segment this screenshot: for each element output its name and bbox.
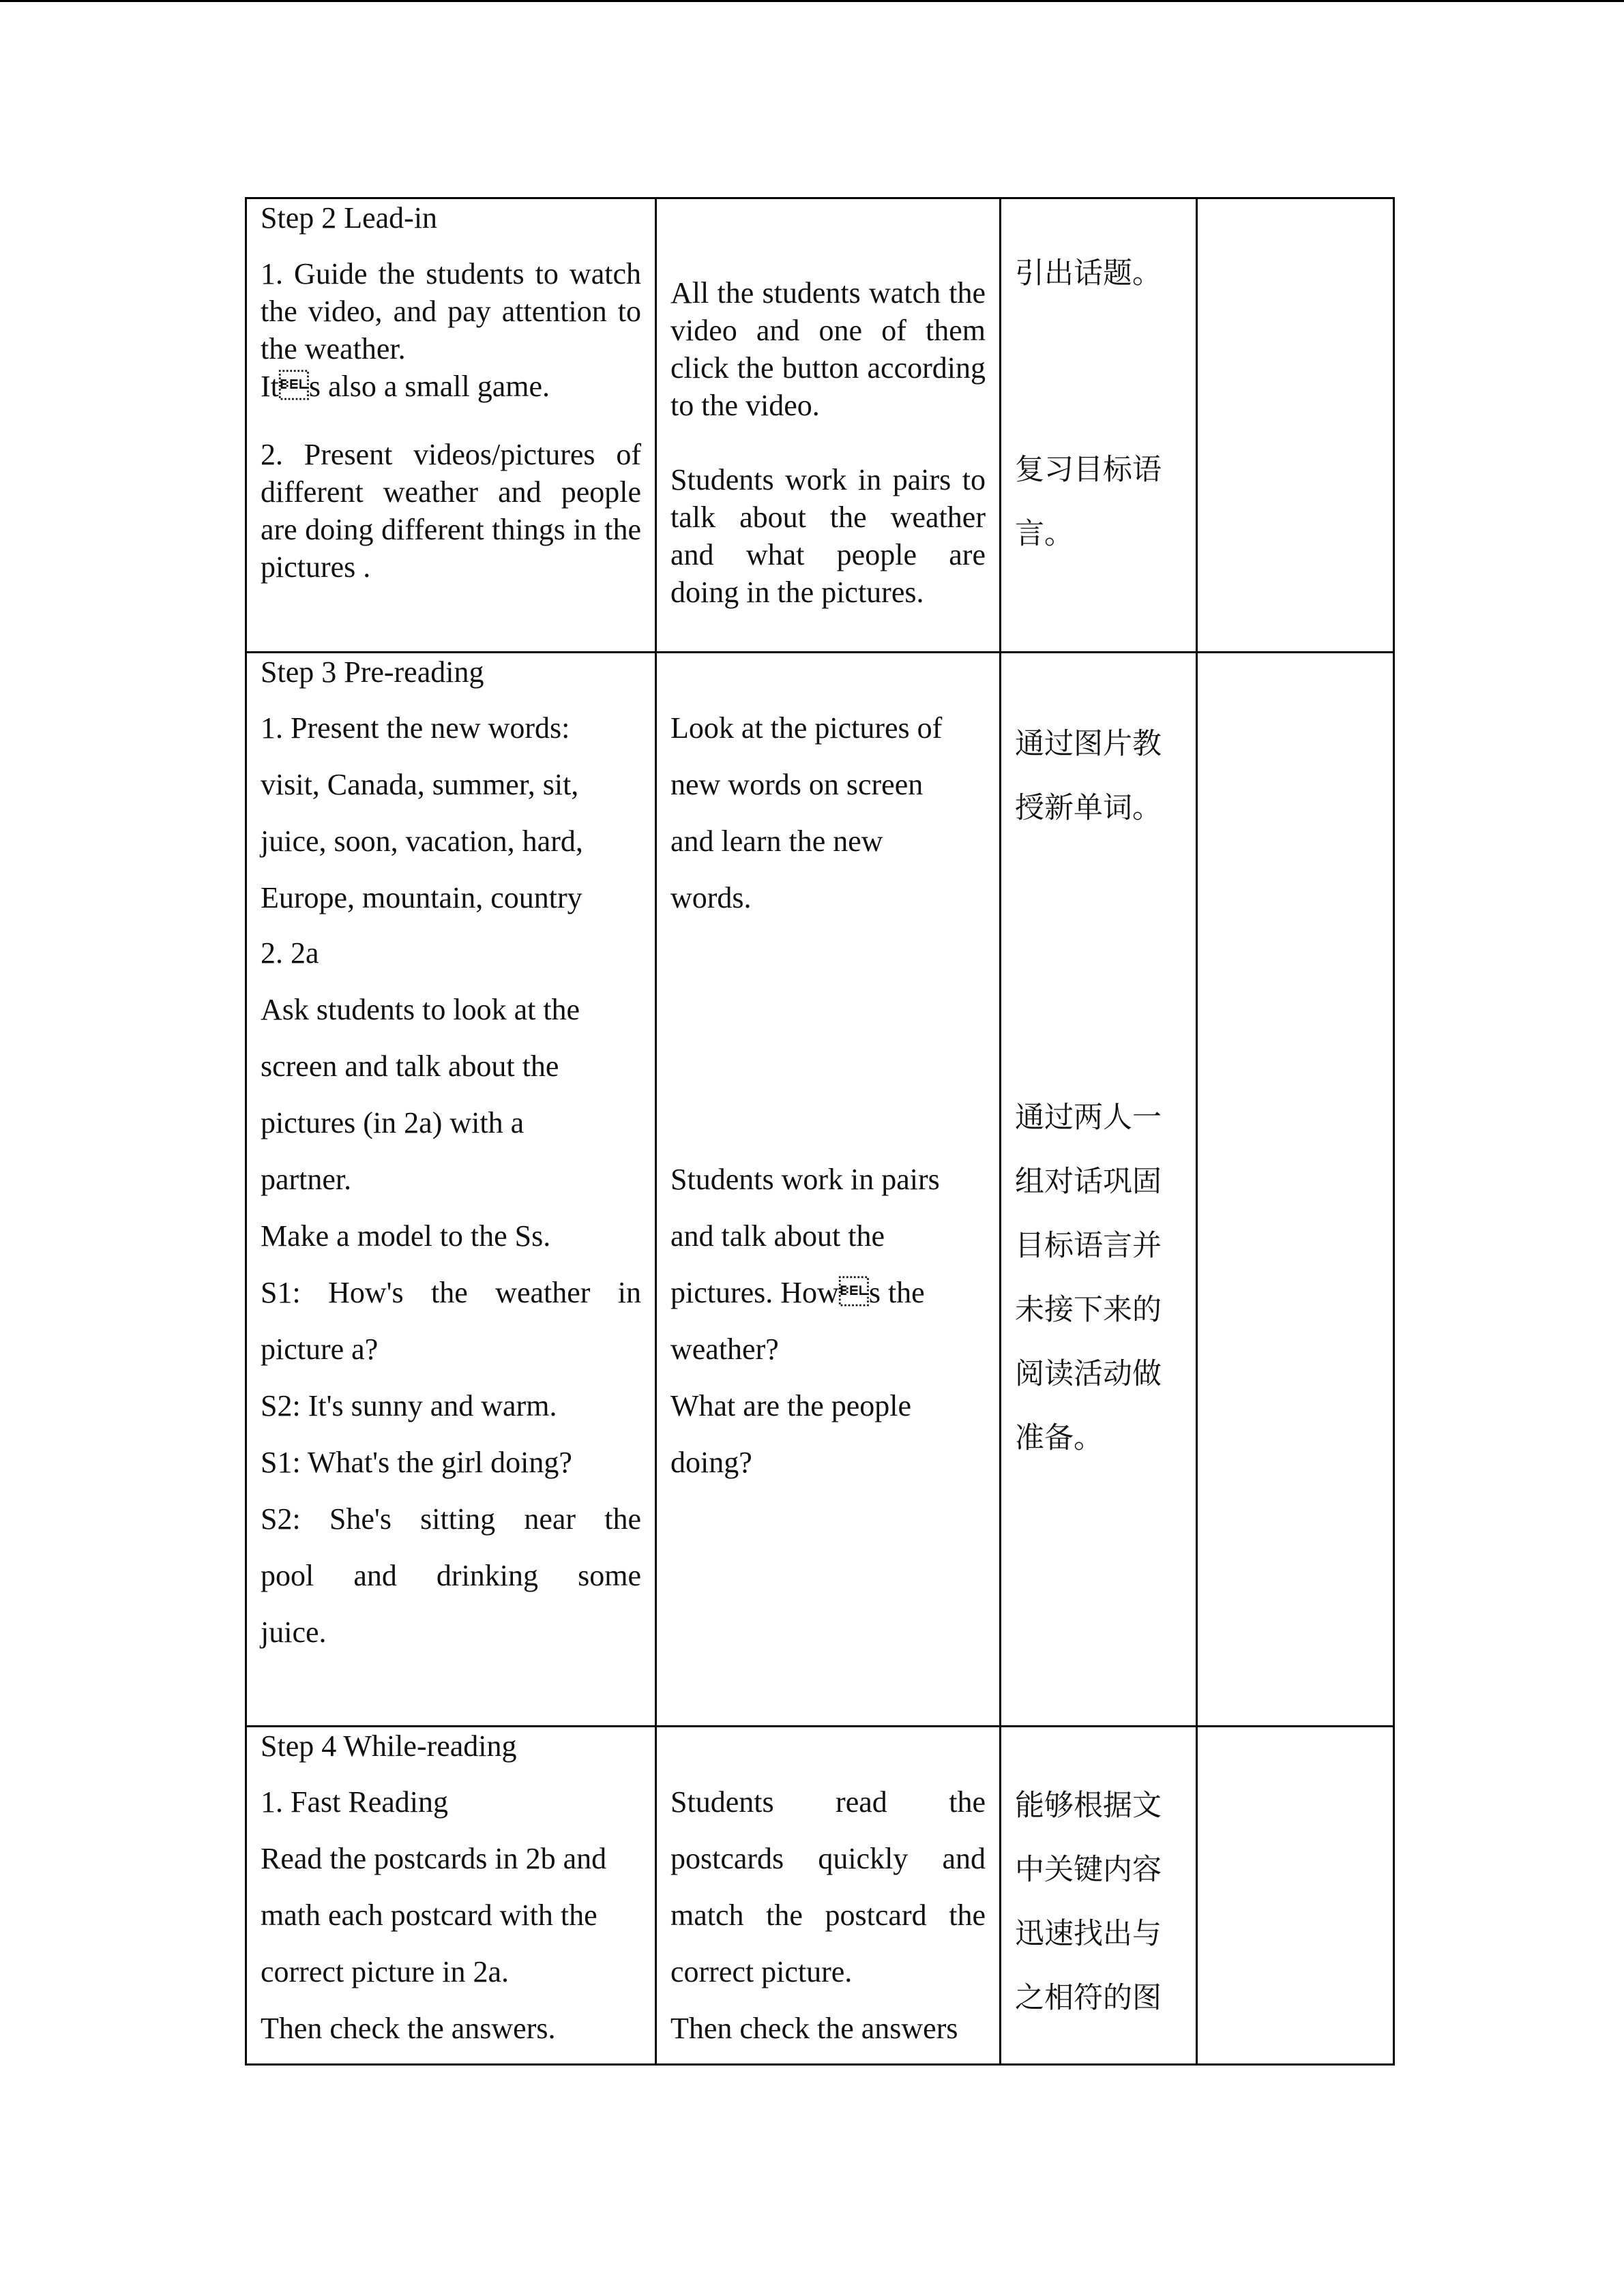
student-activity-text: Look at the pictures of new words on screen and learn the new words. — [670, 711, 943, 914]
notes-cell — [1197, 198, 1394, 653]
student-activity-cell — [656, 198, 1001, 653]
lesson-plan-table — [245, 197, 1395, 2066]
design-purpose-text: 引出话题。 — [1015, 256, 1162, 290]
teacher-activity-cell — [246, 653, 656, 1727]
student-activity-text: Students read the postcards quickly and match the postcard the correct picture. Then check the answers — [670, 1785, 986, 2045]
teacher-activity-text: 2. Present videos/pictures of different weather and people are doing different things in the pictures . — [261, 438, 641, 584]
table-row-step2 — [246, 198, 1394, 653]
student-activity-text: Students work in pairs and talk about the pictures. Hows the weather? What are the people doing? — [670, 1163, 940, 1479]
student-activity-text: All the students watch the video and one of them click the button according to the video. — [670, 276, 986, 422]
design-purpose-cell — [1001, 198, 1197, 653]
table-row-step3 — [246, 653, 1394, 1727]
teacher-activity-text: 2. 2a Ask students to look at the screen and talk about the pictures (in 2a) with a partner. Make a model to the Ss. S1: How's the weather in picture a? S2: It's sunny and warm. S1: What's the girl doing? S2: She's sitting near the pool and drinking some juice. — [261, 936, 641, 1649]
student-activity-cell — [656, 653, 1001, 1727]
design-purpose-text: 通过图片教 授新单词。 — [1015, 727, 1162, 825]
teacher-activity-text: 1. Guide the students to watch the video, and pay attention to the weather. Its also a small game. — [261, 257, 641, 403]
design-purpose-cell — [1001, 653, 1197, 1727]
teacher-activity-cell — [246, 1727, 656, 2065]
table-row-step4 — [246, 1727, 1394, 2065]
teacher-activity-cell — [246, 198, 656, 653]
step-heading: Step 2 Lead-in — [261, 201, 438, 235]
design-purpose-cell — [1001, 1727, 1197, 2065]
student-activity-cell — [656, 1727, 1001, 2065]
notes-cell — [1197, 653, 1394, 1727]
design-purpose-text: 通过两人一 组对话巩固 目标语言并 未接下来的 阅读活动做 准备。 — [1015, 1101, 1162, 1455]
teacher-activity-text: 1. Present the new words: visit, Canada, summer, sit, juice, soon, vacation, hard, Europe, mountain, country — [261, 711, 583, 914]
student-activity-text: Students work in pairs to talk about the weather and what people are doing in the pictures. — [670, 463, 986, 609]
design-purpose-text: 复习目标语 言。 — [1015, 453, 1162, 551]
page-top-border — [0, 0, 1624, 2]
design-purpose-text: 能够根据文 中关键内容 迅速找出与 之相符的图 — [1015, 1789, 1162, 2015]
teacher-activity-text: 1. Fast Reading Read the postcards in 2b and math each postcard with the correct picture in 2a. Then check the answers. — [261, 1785, 607, 2045]
step-heading: Step 4 While-reading — [261, 1729, 517, 1763]
notes-cell — [1197, 1727, 1394, 2065]
step-heading: Step 3 Pre-reading — [261, 655, 484, 689]
